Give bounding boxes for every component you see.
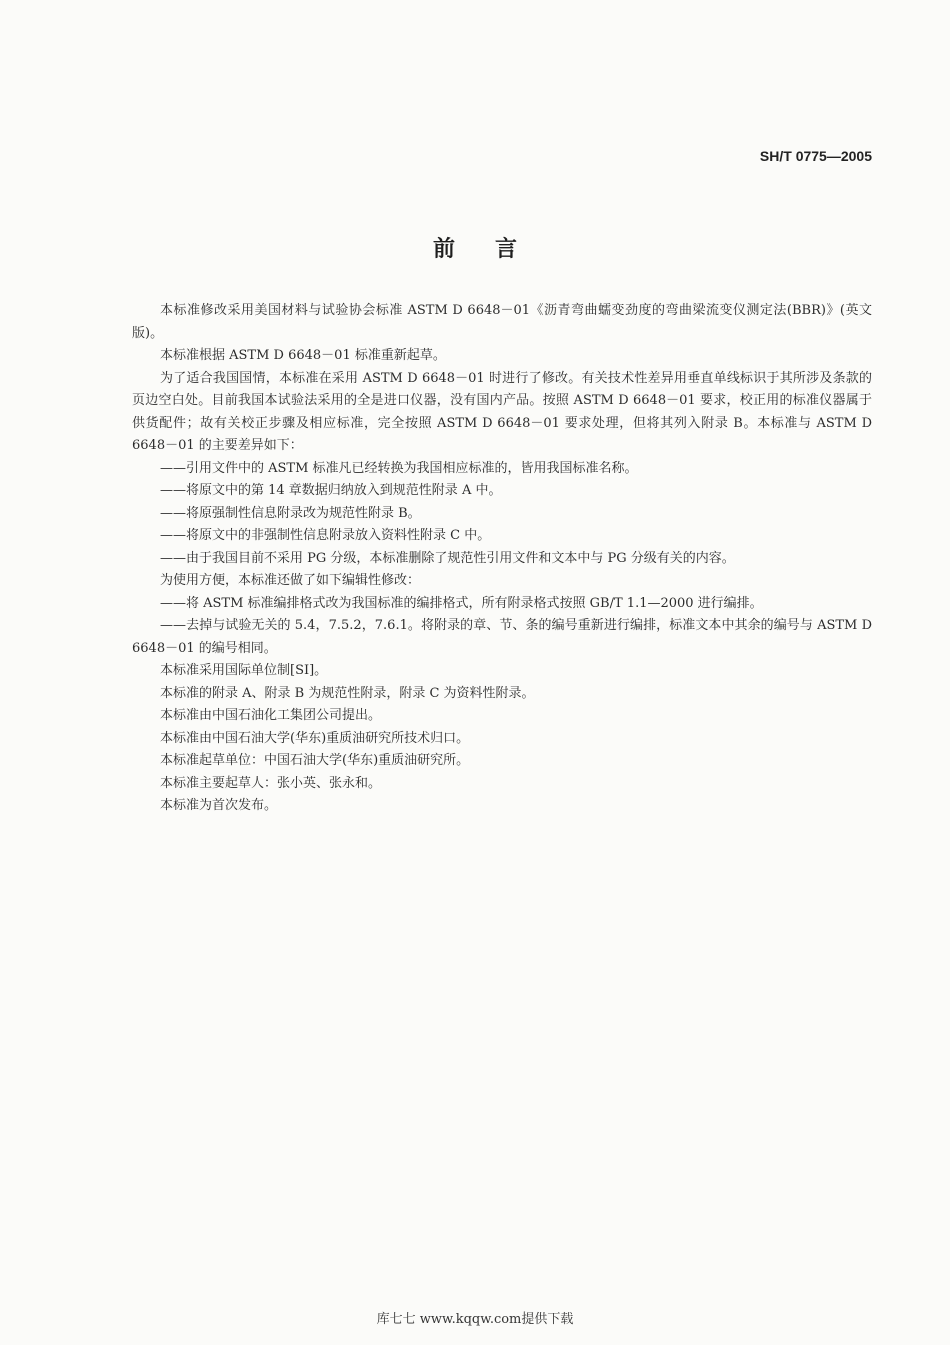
paragraph: 本标准根据 ASTM D 6648－01 标准重新起草。 (160, 348, 446, 363)
list-item: ——将原强制性信息附录改为规范性附录 B。 (160, 505, 421, 521)
paragraph: 为了适合我国国情，本标准在采用 ASTM D 6648－01 时进行了修改。有关技术性差异用垂直单线标识于其所涉及条款的页边空白处。目前我国本试验法采用的全是进口仪器，没有国内产品。按照 ASTM D 6648－01 要求，校正用的标准仪器属于供货配件；故有关校正步骤及相应标准，完全按照 ASTM D 6648－01 要求处理，但将其列入附录 B。本标准与 ASTM D 6648－01 的主要差异如下： (132, 370, 872, 453)
paragraph: 为使用方便，本标准还做了如下编辑性修改： (160, 573, 421, 588)
paragraph: 本标准采用国际单位制[SI]。 (160, 663, 328, 678)
paragraph: 本标准修改采用美国材料与试验协会标准 ASTM D 6648－01《沥青弯曲蠕变劲度的弯曲梁流变仪测定法(BBR)》(英文版)。 (132, 303, 872, 341)
paragraph: 本标准主要起草人：张小英、张永和。 (160, 775, 382, 791)
paragraph: 本标准为首次发布。 (160, 798, 278, 813)
paragraph: 本标准由中国石油化工集团公司提出。 (160, 708, 382, 723)
list-item: ——引用文件中的 ASTM 标准凡已经转换为我国相应标准的，皆用我国标准名称。 (160, 460, 638, 476)
page-title: 前言 (432, 236, 557, 262)
paragraph: 本标准由中国石油大学(华东)重质油研究所技术归口。 (160, 730, 470, 746)
standard-code: SH/T 0775—2005 (759, 148, 872, 164)
paragraph: 本标准起草单位：中国石油大学(华东)重质油研究所。 (160, 753, 470, 768)
list-item: ——将 ASTM 标准编排格式改为我国标准的编排格式，所有附录格式按照 GB/T 1.1—2000 进行编排。 (160, 595, 763, 611)
list-item: ——去掉与试验无关的 5.4，7.5.2，7.6.1。将附录的章、节、条的编号重新进行编排，标准文本中其余的编号与 ASTM D 6648－01 的编号相同。 (132, 618, 872, 656)
footer-watermark: 库七七 www.kqqw.com提供下载 (376, 1312, 574, 1327)
list-item: ——将原文中的非强制性信息附录放入资料性附录 C 中。 (160, 528, 491, 543)
paragraph: 本标准的附录 A、附录 B 为规范性附录，附录 C 为资料性附录。 (160, 685, 535, 701)
body-text (132, 300, 872, 818)
list-item: ——由于我国目前不采用 PG 分级，本标准删除了规范性引用文件和文本中与 PG 分级有关的内容。 (160, 550, 735, 566)
list-item: ——将原文中的第 14 章数据归纳放入到规范性附录 A 中。 (160, 483, 502, 498)
